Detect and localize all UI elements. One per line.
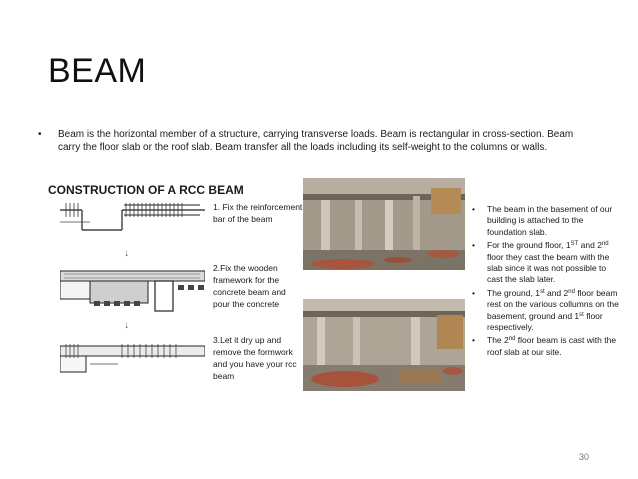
superscript: nd	[601, 241, 609, 248]
superscript: ST	[570, 241, 579, 248]
basement-beam-photo	[303, 178, 465, 270]
intro-text: Beam is the horizontal member of a structure, carrying transverse loads. Beam is rectangular in cross-section. Beam carry the floor slab or the roof slab. Beam transfer all the loads including its self-weight to the columns or walls.	[58, 129, 574, 153]
note-text: floor beam rest on the various collumns on the basement, ground and 1	[487, 287, 619, 321]
note-text: floor respectively.	[487, 310, 603, 333]
slide-title: BEAM	[48, 52, 147, 90]
note-item	[472, 240, 622, 286]
note-item	[472, 288, 622, 334]
site-notes-list	[472, 204, 622, 360]
note-text: The beam in the basement of our building is attached to the foundation slab.	[487, 204, 613, 237]
note-text: The ground, 1	[487, 287, 540, 298]
page-number: 30	[579, 452, 590, 462]
superscript: nd	[508, 336, 516, 343]
note-text: floor they cast the beam with the slab since it was not possible to cast the slab later.	[487, 251, 610, 285]
note-item	[472, 335, 622, 358]
formwork-site-photo	[303, 299, 465, 391]
bullet-icon: •	[38, 129, 42, 140]
reinforcement-bar-diagram	[60, 200, 205, 240]
note-text: and 2	[578, 240, 602, 251]
arrow-down-icon: ↓	[124, 320, 129, 331]
step-3-text: 3.Let it dry up and remove the formwork and you have your rcc beam	[213, 335, 297, 381]
note-text: The 2	[487, 335, 509, 346]
formwork-diagram	[60, 265, 205, 315]
note-text: For the ground floor, 1	[487, 240, 571, 251]
note-text: and 2	[544, 287, 569, 298]
arrow-down-icon: ↓	[124, 248, 129, 259]
finished-beam-diagram	[60, 338, 205, 376]
superscript: nd	[568, 288, 575, 295]
intro-paragraph	[38, 128, 598, 154]
superscript: st	[579, 311, 584, 318]
step-2-text: 2.Fix the wooden framework for the concrete beam and pour the concrete	[213, 263, 286, 309]
note-item	[472, 204, 622, 238]
note-text: floor beam is cast with the roof slab at our site.	[487, 335, 617, 357]
superscript: st	[539, 288, 545, 295]
section-heading: CONSTRUCTION OF A RCC BEAM	[48, 183, 244, 197]
step-1-text: 1. Fix the reinforcement bar of the beam	[213, 202, 303, 224]
